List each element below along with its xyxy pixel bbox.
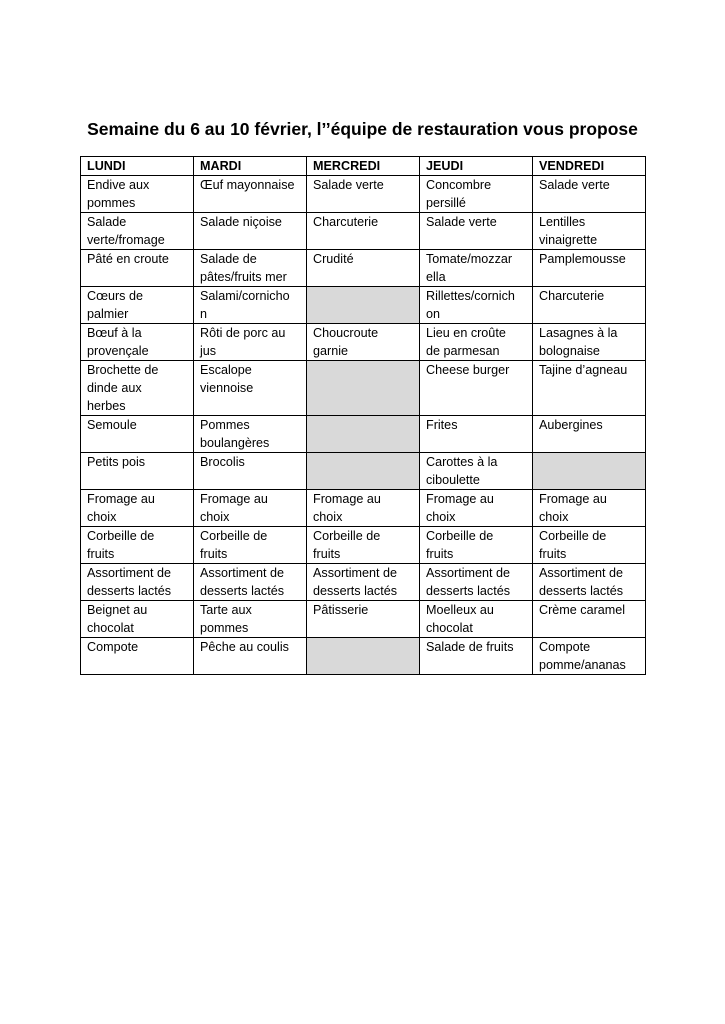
menu-cell-jeudi (420, 250, 533, 287)
dish-label: Escalope viennoise (200, 363, 254, 395)
dish-label: Semoule (87, 418, 137, 432)
dish-label: Tajine d’agneau (539, 363, 628, 377)
menu-cell-jeudi (420, 453, 533, 490)
dish-label: Œuf mayonnaise (200, 178, 295, 192)
dish-label: Salade de pâtes/fruits mer (200, 252, 287, 284)
menu-cell-mercredi (307, 176, 420, 213)
table-row (81, 213, 646, 250)
dish-label: Assortiment de desserts lactés (313, 566, 397, 598)
dish-label: Aubergines (539, 418, 603, 432)
menu-cell-lundi (81, 416, 194, 453)
table-row (81, 176, 646, 213)
dish-label: Rôti de porc au jus (200, 326, 286, 358)
dish-label: Pommes boulangères (200, 418, 270, 450)
table-row (81, 638, 646, 675)
empty-cell-mercredi (307, 361, 420, 416)
menu-cell-jeudi (420, 490, 533, 527)
menu-cell-mardi (194, 250, 307, 287)
menu-cell-vendredi (533, 601, 646, 638)
dish-label: Corbeille de fruits (200, 529, 268, 561)
dish-label: Lentilles vinaigrette (539, 215, 598, 247)
menu-cell-mercredi (307, 250, 420, 287)
weekly-menu-table (80, 156, 646, 675)
dish-label: Lieu en croûte de parmesan (426, 326, 506, 358)
menu-cell-vendredi (533, 638, 646, 675)
menu-cell-jeudi (420, 527, 533, 564)
table-row (81, 453, 646, 490)
menu-cell-jeudi (420, 213, 533, 250)
header-jeudi: JEUDI (420, 157, 533, 176)
menu-cell-lundi (81, 250, 194, 287)
menu-cell-mercredi (307, 564, 420, 601)
menu-cell-lundi (81, 564, 194, 601)
menu-cell-jeudi (420, 176, 533, 213)
dish-label: Assortiment de desserts lactés (200, 566, 284, 598)
dish-label: Beignet au chocolat (87, 603, 148, 635)
menu-cell-lundi (81, 324, 194, 361)
dish-label: Crudité (313, 252, 354, 266)
dish-label: Choucroute garnie (313, 326, 379, 358)
dish-label: Corbeille de fruits (87, 529, 155, 561)
dish-label: Fromage au choix (539, 492, 607, 524)
dish-label: Corbeille de fruits (539, 529, 607, 561)
dish-label: Salade verte (313, 178, 384, 192)
menu-cell-mardi (194, 490, 307, 527)
menu-cell-vendredi (533, 490, 646, 527)
menu-cell-mercredi (307, 601, 420, 638)
dish-label: Corbeille de fruits (426, 529, 494, 561)
menu-cell-vendredi (533, 213, 646, 250)
menu-cell-mardi (194, 176, 307, 213)
menu-cell-lundi (81, 527, 194, 564)
menu-cell-mardi (194, 453, 307, 490)
menu-cell-vendredi (533, 324, 646, 361)
menu-cell-mardi (194, 287, 307, 324)
menu-cell-mardi (194, 361, 307, 416)
empty-cell-mercredi (307, 416, 420, 453)
table-row (81, 564, 646, 601)
menu-cell-vendredi (533, 527, 646, 564)
menu-cell-vendredi (533, 176, 646, 213)
table-row (81, 527, 646, 564)
menu-body (81, 176, 646, 675)
dish-label: Salade verte (426, 215, 497, 229)
dish-label: Concombre persillé (426, 178, 492, 210)
dish-label: Pâté en croute (87, 252, 169, 266)
empty-cell-mercredi (307, 453, 420, 490)
dish-label: Salami/cornicho n (200, 289, 290, 321)
dish-label: Assortiment de desserts lactés (87, 566, 171, 598)
header-vendredi: VENDREDI (533, 157, 646, 176)
empty-cell-mercredi (307, 287, 420, 324)
menu-cell-vendredi (533, 287, 646, 324)
dish-label: Lasagnes à la bolognaise (539, 326, 618, 358)
dish-label: Crème caramel (539, 603, 626, 617)
menu-cell-mardi (194, 601, 307, 638)
menu-cell-mercredi (307, 324, 420, 361)
dish-label: Charcuterie (313, 215, 379, 229)
dish-label: Pamplemousse (539, 252, 626, 266)
header-lundi: LUNDI (81, 157, 194, 176)
menu-cell-jeudi (420, 324, 533, 361)
dish-label: Assortiment de desserts lactés (426, 566, 510, 598)
table-row (81, 416, 646, 453)
menu-cell-mercredi (307, 213, 420, 250)
menu-cell-vendredi (533, 416, 646, 453)
dish-label: Corbeille de fruits (313, 529, 381, 561)
menu-cell-mardi (194, 213, 307, 250)
dish-label: Fromage au choix (313, 492, 381, 524)
menu-cell-lundi (81, 361, 194, 416)
table-row (81, 287, 646, 324)
menu-cell-vendredi (533, 564, 646, 601)
table-row (81, 361, 646, 416)
menu-cell-lundi (81, 601, 194, 638)
dish-label: Fromage au choix (426, 492, 494, 524)
header-mercredi: MERCREDI (307, 157, 420, 176)
menu-cell-jeudi (420, 361, 533, 416)
dish-label: Assortiment de desserts lactés (539, 566, 623, 598)
dish-label: Fromage au choix (87, 492, 155, 524)
header-row (81, 157, 646, 176)
header-mardi: MARDI (194, 157, 307, 176)
dish-label: Compote pomme/ananas (539, 640, 626, 672)
dish-label: Cheese burger (426, 363, 510, 377)
menu-cell-vendredi (533, 361, 646, 416)
page-title: Semaine du 6 au 10 février, l’’équipe de restauration vous propose (87, 119, 638, 139)
dish-label: Frites (426, 418, 458, 432)
dish-label: Salade niçoise (200, 215, 282, 229)
menu-cell-mardi (194, 527, 307, 564)
menu-cell-vendredi (533, 250, 646, 287)
menu-cell-jeudi (420, 638, 533, 675)
dish-label: Carottes à la ciboulette (426, 455, 498, 487)
dish-label: Tarte aux pommes (200, 603, 252, 635)
menu-cell-jeudi (420, 416, 533, 453)
menu-cell-mardi (194, 638, 307, 675)
menu-cell-mercredi (307, 490, 420, 527)
table-row (81, 250, 646, 287)
dish-label: Salade de fruits (426, 640, 514, 654)
dish-label: Charcuterie (539, 289, 605, 303)
dish-label: Compote (87, 640, 139, 654)
dish-label: Bœuf à la provençale (87, 326, 149, 358)
dish-label: Petits pois (87, 455, 146, 469)
menu-cell-lundi (81, 453, 194, 490)
menu-cell-jeudi (420, 601, 533, 638)
table-row (81, 324, 646, 361)
empty-cell-vendredi (533, 453, 646, 490)
dish-label: Pâtisserie (313, 603, 369, 617)
dish-label: Moelleux au chocolat (426, 603, 494, 635)
dish-label: Salade verte/fromage (87, 215, 165, 247)
empty-cell-mercredi (307, 638, 420, 675)
menu-cell-lundi (81, 287, 194, 324)
dish-label: Tomate/mozzar ella (426, 252, 513, 284)
dish-label: Cœurs de palmier (87, 289, 143, 321)
dish-label: Rillettes/cornich on (426, 289, 515, 321)
menu-cell-mercredi (307, 527, 420, 564)
dish-label: Endive aux pommes (87, 178, 150, 210)
menu-cell-lundi (81, 638, 194, 675)
dish-label: Brochette de dinde aux herbes (87, 363, 159, 413)
menu-cell-jeudi (420, 287, 533, 324)
menu-cell-lundi (81, 490, 194, 527)
menu-cell-mardi (194, 416, 307, 453)
table-row (81, 490, 646, 527)
dish-label: Salade verte (539, 178, 610, 192)
menu-cell-jeudi (420, 564, 533, 601)
table-row (81, 601, 646, 638)
menu-cell-mardi (194, 564, 307, 601)
dish-label: Pêche au coulis (200, 640, 289, 654)
menu-cell-lundi (81, 176, 194, 213)
dish-label: Fromage au choix (200, 492, 268, 524)
menu-cell-mardi (194, 324, 307, 361)
menu-cell-lundi (81, 213, 194, 250)
dish-label: Brocolis (200, 455, 245, 469)
